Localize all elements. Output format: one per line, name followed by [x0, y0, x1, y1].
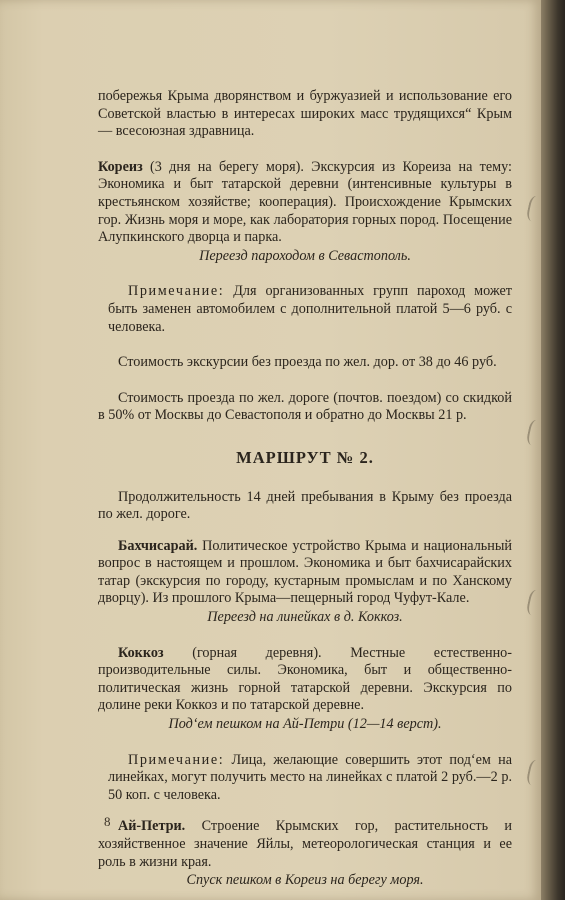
bakhchisarai-paragraph [98, 538, 512, 608]
koreiz-text: (3 дня на берегу моря). Экскурсия из Кореиза на тему: Экономика и быт татарской деревни (интенсивные культуры в крестьянском хозяйстве; кооперация). Происхождение Крымских гор. Жизнь моря и море, как лаборатория горных пород. Посещение Алупкинского дворца и парка. [98, 158, 512, 246]
duration-paragraph: Продолжительность 14 дней пребывания в Крыму без проезда по жел. дороге. [98, 488, 512, 523]
kokkoz-title: Коккоз [118, 644, 164, 661]
intro-paragraph: побережья Крыма дворянством и буржуазией и использование его Советской властью в интересах широких масс трудящихся“ Крым — всесоюзная здравница. [98, 88, 512, 140]
ai-petri-title: Ай-Петри. [118, 818, 186, 835]
koreiz-title: Кореиз [98, 158, 143, 175]
cost-travel: Стоимость проезда по жел. дороге (почтов. поездом) со скидкой в 50% от Москвы до Севастополя и обратно до Москвы 21 р. [98, 389, 512, 424]
note-2 [108, 752, 512, 805]
note-1-label: Примечание: [128, 283, 225, 300]
ai-petri-transfer: Спуск пешком в Кореиз на берегу моря. [186, 872, 424, 889]
kokkoz-transfer: Под‘ем пешком на Ай-Петри (12—14 верст). [168, 716, 442, 733]
kokkoz-paragraph [98, 645, 512, 715]
note-2-text: Лица, желающие совершить этот под‘ем на линейках, могут получить место на линейках с платой 2 руб.—2 р. 50 коп. с человека. [108, 751, 512, 803]
page-number: 8 [104, 814, 111, 829]
koreiz-transfer: Переезд пароходом в Севастополь. [199, 247, 411, 264]
bakhchisarai-text: Политическое устройство Крыма и национальный вопрос в настоящем и прошлом. Экономика и быт бахчисарайских татар (экскурсия по городу, кустарным промыслам и по Ханскому дворцу). Из прошлого Крыма—пещерный город Чуфут-Кале. [98, 537, 512, 607]
note-2-label: Примечание: [128, 751, 225, 768]
page-text [98, 88, 512, 890]
bakhchisarai-transfer: Переезд на линейках в д. Коккоз. [207, 609, 403, 626]
cost-excursion: Стоимость экскурсии без проезда по жел. дор. от 38 до 46 руб. [118, 354, 497, 371]
route-heading: МАРШРУТ № 2. [236, 447, 374, 467]
koreiz-paragraph [98, 159, 512, 247]
bakhchisarai-title: Бахчисарай. [118, 537, 198, 554]
kokkoz-text: (горная деревня). Местные естественно-производительные силы. Экономика, быт и общественно-политическая жизнь горной татарской деревни. Экскурсия по долине реки Коккоз и по татарской деревне. [98, 644, 512, 714]
note-1 [108, 283, 512, 336]
ai-petri-text: Строение Крымских гор, растительность и хозяйственное значение Яйлы, метеорологическая станция и ее роль в жизни края. [98, 818, 512, 870]
ai-petri-paragraph [98, 818, 512, 871]
note-1-text: Для организованных групп пароход может быть заменен автомобилем с дополнительной платой 5—6 руб. с человека. [108, 283, 512, 335]
